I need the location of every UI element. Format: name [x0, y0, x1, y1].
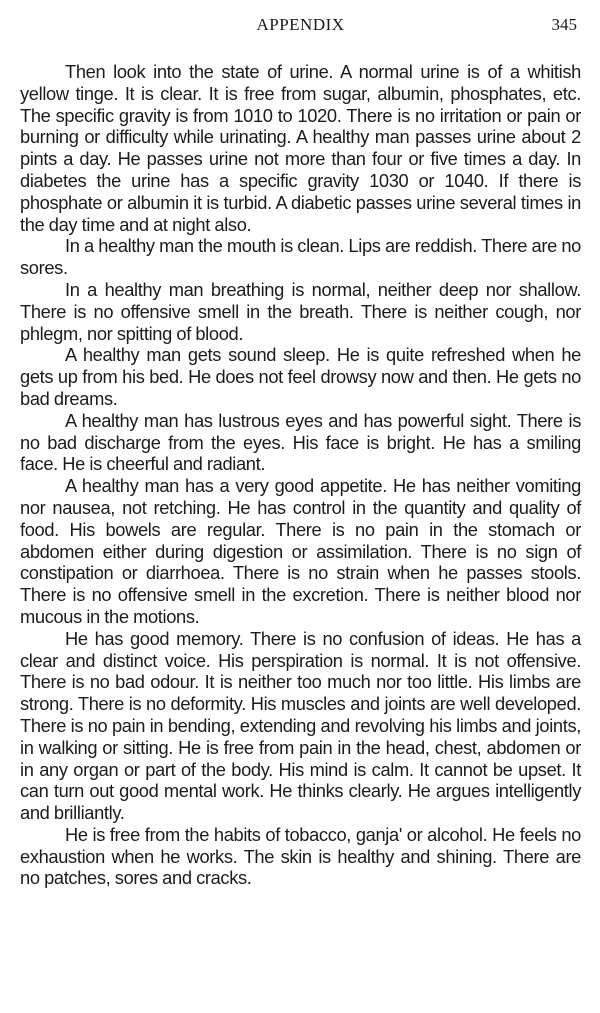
paragraph-breathing: In a healthy man breathing is normal, neither deep nor shallow. There is no offensive smell in the breath. There is neither cough, nor phlegm, nor spitting of blood. [20, 278, 581, 344]
paragraph-habits: He is free from the habits of tobacco, ganja' or alcohol. He feels no exhaustion when he works. The skin is healthy and shining. There are no patches, sores and cracks. [20, 823, 581, 889]
paragraph-eyes: A healthy man has lustrous eyes and has powerful sight. There is no bad discharge from the eyes. His face is bright. He has a smiling face. He is cheerful and radiant. [20, 409, 581, 475]
paragraph-urine: Then look into the state of urine. A normal urine is of a whitish yellow tinge. It is clear. It is free from sugar, albumin, phosphates, etc. The specific gravity is from 1010 to 1020. There is no irritation or pain or burning or difficulty while urinating. A healthy man passes urine about 2 pints a day. He passes urine not more than four or five times a day. In diabetes the urine has a specific gravity 1030 or 1040. If there is phosphate or albumin it is turbid. A diabetic passes urine several times in the day time and at night also. [20, 61, 581, 235]
running-title: APPENDIX [256, 15, 345, 34]
paragraph-sleep: A healthy man gets sound sleep. He is quite refreshed when he gets up from his bed. He does not feel drowsy now and then. He gets no bad dreams. [20, 344, 581, 409]
paragraph-appetite: A healthy man has a very good appetite. He has neither vomiting nor nausea, not retching. He has control in the quantity and quality of food. His bowels are regular. There is no pain in the stomach or abdomen either during digestion or assimilation. There is no sign of constipation or diarrhoea. There is no strain when he passes stools. There is no offensive smell in the excretion. There is neither blood nor mucous in the motions. [20, 475, 581, 627]
running-header [20, 0, 581, 40]
paragraph-memory: He has good memory. There is no confusion of ideas. He has a clear and distinct voice. His perspiration is normal. It is not offensive. There is no bad odour. It is neither too much nor too little. His limbs are strong. There is no deformity. His muscles and joints are well developed. There is no pain in bending, extending and revolving his limbs and joints, in walking or sitting. He is free from pain in the head, chest, abdomen or in any organ or part of the body. His mind is calm. It cannot be upset. It can turn out good mental work. He thinks clearly. He argues intelligently and brilliantly. [20, 627, 581, 824]
paragraph-mouth: In a healthy man the mouth is clean. Lips are reddish. There are no sores. [20, 235, 581, 279]
page-number: 345 [551, 15, 577, 34]
body-text [20, 61, 581, 889]
